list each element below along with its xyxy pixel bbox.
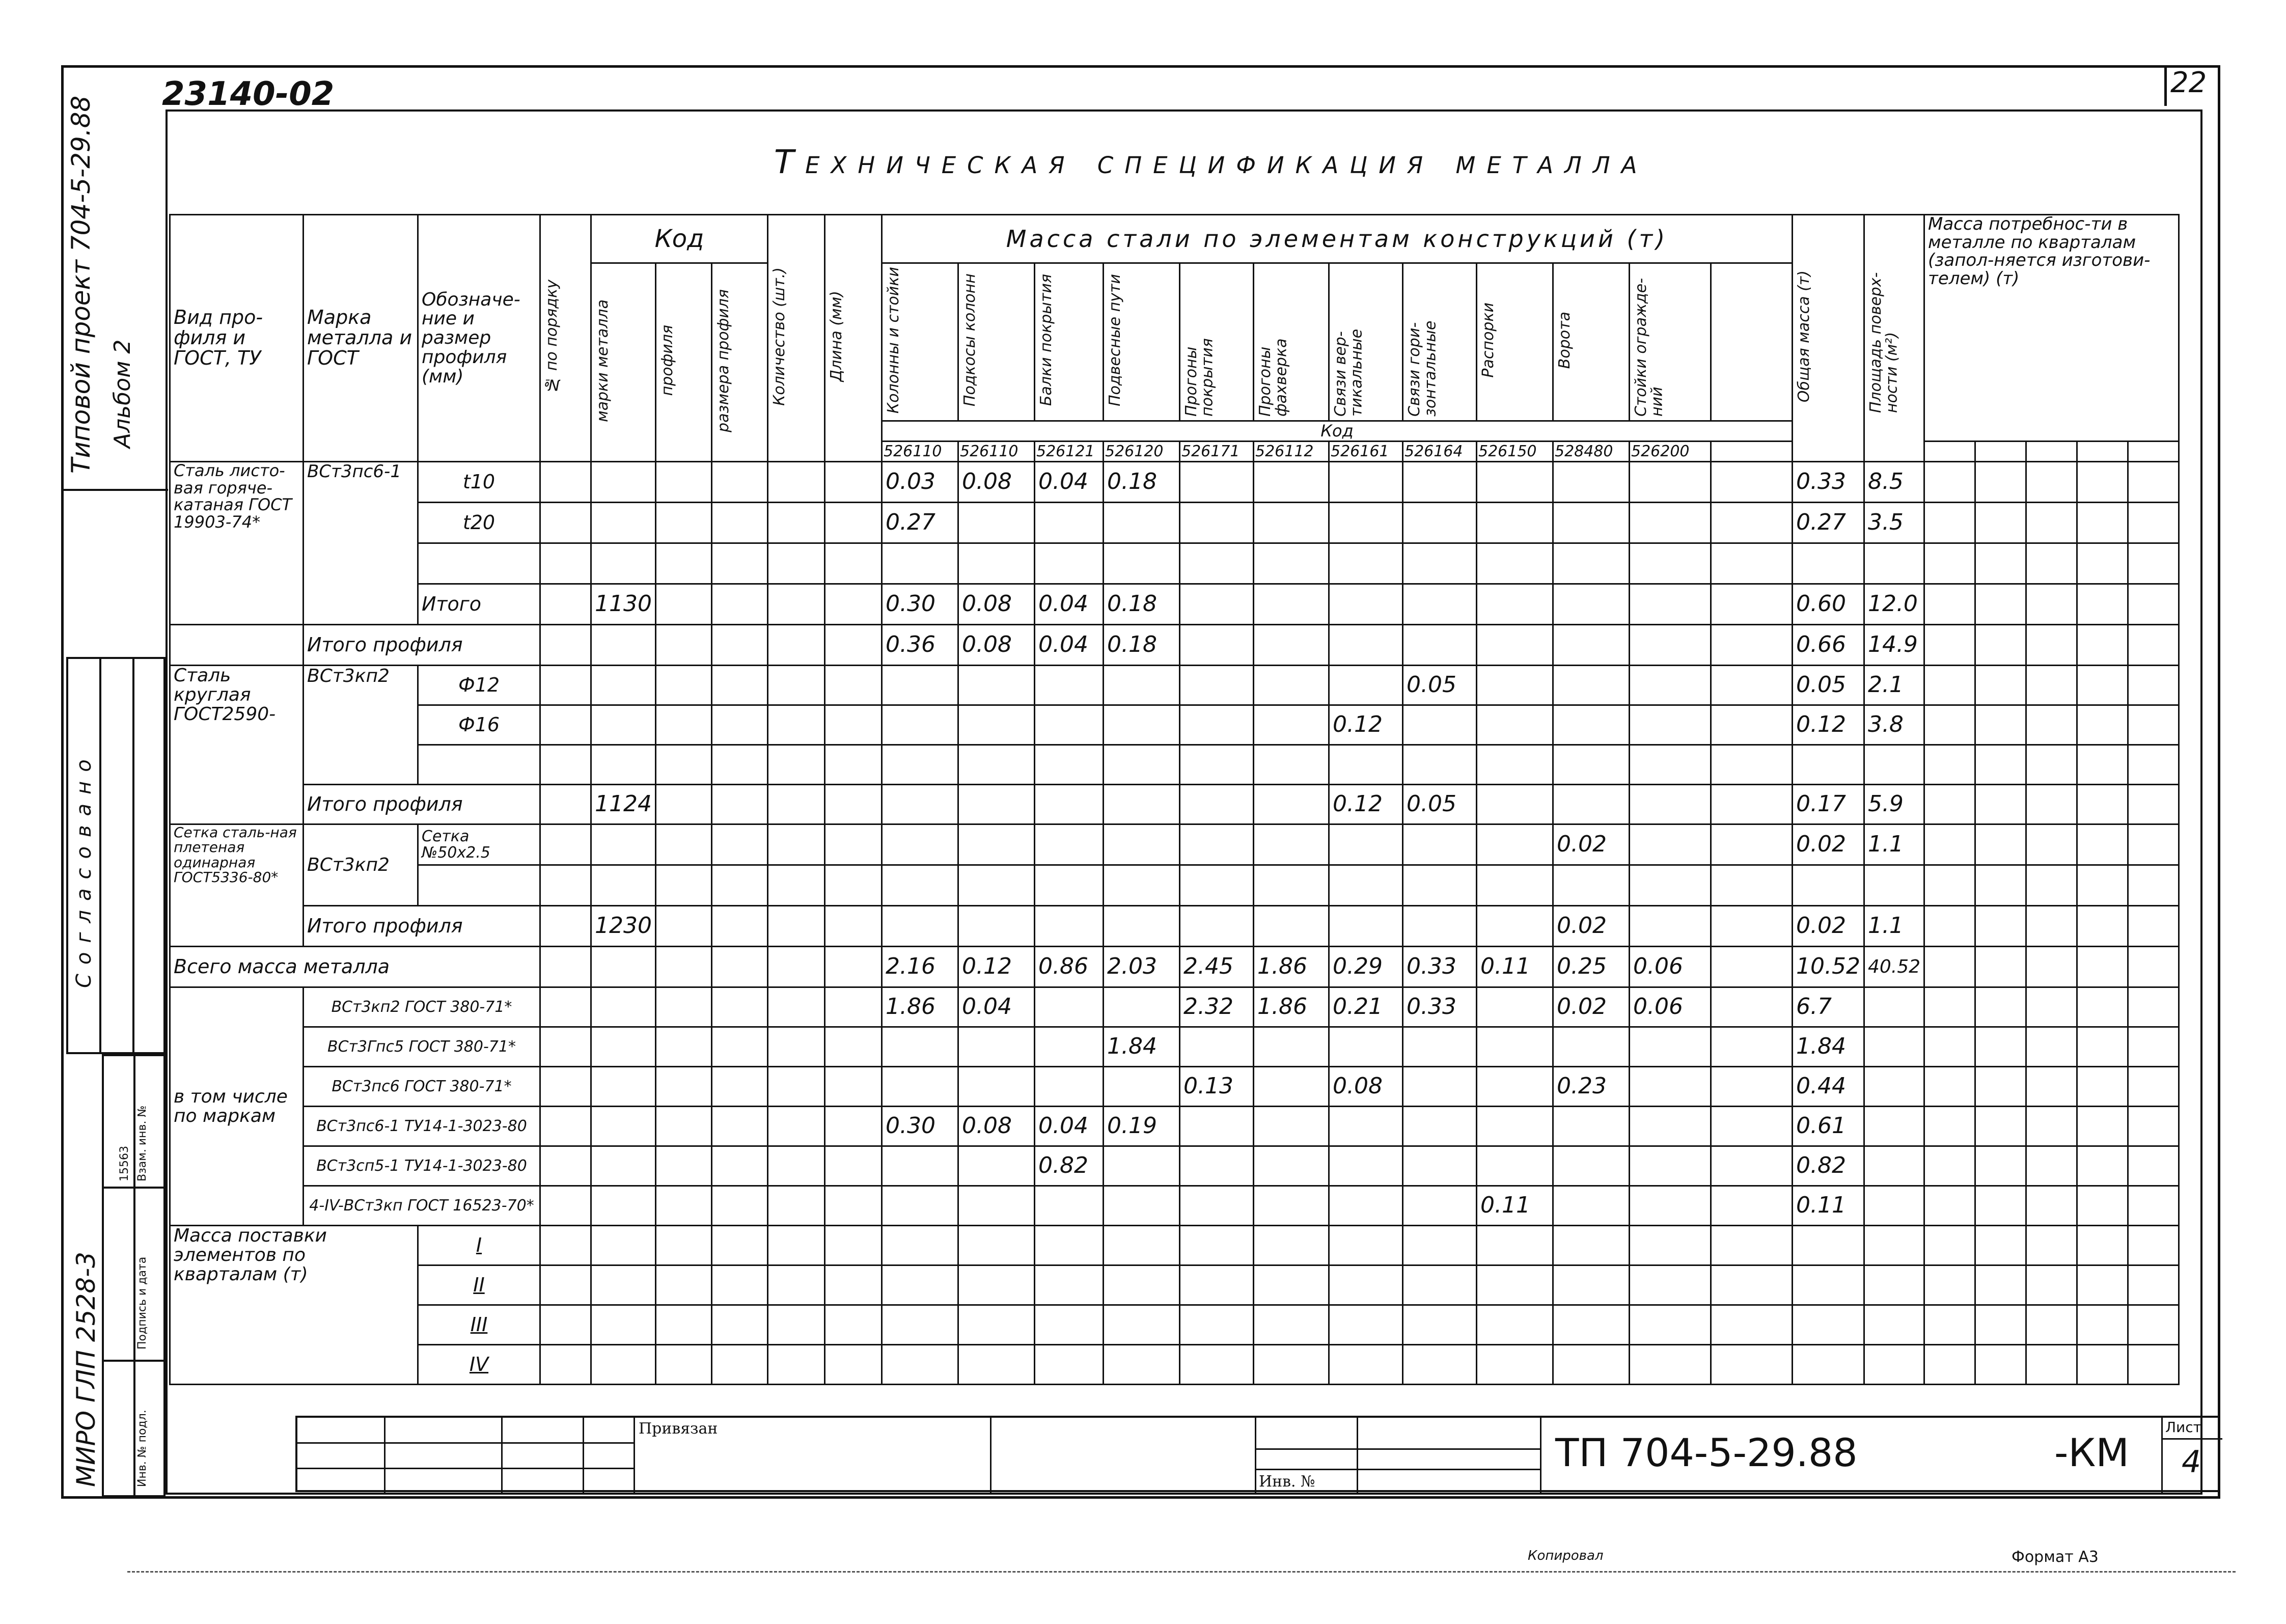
hdr-el-2: Балки покрытия (1034, 263, 1103, 421)
bottom-line (127, 1571, 2236, 1574)
m5-v9 (1553, 1146, 1629, 1186)
row-q1 (170, 1226, 2179, 1265)
round-itogo-sv: 0.12 (1329, 785, 1402, 824)
sheet-itogo-prof-area: 14.9 (1864, 625, 1924, 666)
row-t10 (170, 462, 2179, 503)
mesh-area: 1.1 (1864, 824, 1924, 865)
m6-v6 (1329, 1186, 1402, 1226)
sheet-itogo-prof-total: 0.66 (1792, 625, 1864, 666)
m3-v2 (1034, 1067, 1103, 1107)
m6-v1 (958, 1186, 1034, 1226)
sheet-itogo-kod: 1130 (591, 584, 656, 625)
m6-v2 (1034, 1186, 1103, 1226)
side-podpis: Подпись и дата (136, 1256, 149, 1350)
t10-v2: 0.04 (1034, 462, 1103, 503)
m4-v2: 0.04 (1034, 1107, 1103, 1146)
header-row-1 (170, 215, 2179, 263)
m5-v8 (1476, 1146, 1553, 1186)
m2-v1 (958, 1027, 1034, 1067)
m6-v7 (1402, 1186, 1476, 1226)
m3-v1 (958, 1067, 1034, 1107)
side-stamp-col (133, 1054, 135, 1497)
side-approved-col1 (99, 657, 101, 1054)
hdr-el-6: Связи вер-тикальные (1329, 263, 1402, 421)
page-number: 22 (2170, 66, 2207, 99)
m4-v0: 0.30 (882, 1107, 958, 1146)
t10-v0: 0.03 (882, 462, 958, 503)
row-mesh-itogo (170, 906, 2179, 947)
m1-v4: 2.32 (1179, 987, 1253, 1027)
side-bottom: МИРО ГЛП 2528-3 (71, 1252, 101, 1487)
group-mesh: Сетка сталь-ная плетеная одинарная ГОСТ5336-80* (170, 824, 304, 947)
hdr-kod2: Код (882, 421, 1792, 442)
format-label: Формат А3 (2012, 1548, 2099, 1566)
doc-number: 23140-02 (162, 75, 335, 113)
f16-area: 3.8 (1864, 705, 1924, 745)
row-m6 (170, 1186, 2179, 1226)
side-inv-podl: Инв. № подл. (136, 1410, 149, 1487)
mesh-oboz: Сетка №50x2.5 (418, 824, 540, 865)
row-f12 (170, 666, 2179, 705)
group-round-marka: ВСт3кп2 (304, 666, 418, 785)
row-round-empty (170, 745, 2179, 785)
code-2: 526121 (1034, 442, 1103, 462)
m1-v7: 0.33 (1402, 987, 1476, 1027)
side-vzam: Взам. инв. № (136, 1105, 149, 1181)
mesh-itogo-vorota: 0.02 (1553, 906, 1629, 947)
side-stamp-row2 (102, 1360, 166, 1362)
m2-v2 (1034, 1027, 1103, 1067)
hdr-potrebnost: Масса потребнос-ти в металле по кварталам (запол-няется изготови-телем) (т) (1924, 215, 2179, 442)
f16-sv: 0.12 (1329, 705, 1402, 745)
vsego-v9: 0.25 (1553, 947, 1629, 987)
code-4: 526171 (1179, 442, 1253, 462)
m6-v5 (1253, 1186, 1329, 1226)
hdr-el-1: Подкосы колонн (958, 263, 1034, 421)
m5-v4 (1179, 1146, 1253, 1186)
hdr-oboznachenie: Обозначе-ние и размер профиля (мм) (418, 215, 540, 462)
hdr-el-9: Ворота (1553, 263, 1629, 421)
m1-v6: 0.21 (1329, 987, 1402, 1027)
stamp-designation: ТП 704-5-29.88 (1555, 1430, 1858, 1475)
hdr-dlina: Длина (мм) (824, 215, 882, 462)
code-7: 526164 (1402, 442, 1476, 462)
t10-v1: 0.08 (958, 462, 1034, 503)
v-tom-label: в том числе по маркам (170, 987, 304, 1226)
m2-v10 (1629, 1027, 1711, 1067)
mesh-total: 0.02 (1792, 824, 1864, 865)
q2: II (418, 1265, 540, 1305)
f12-total: 0.05 (1792, 666, 1864, 705)
hdr-el-3: Подвесные пути (1103, 263, 1179, 421)
m4-v5 (1253, 1107, 1329, 1146)
hdr-el-5: Прогоны фахверка (1253, 263, 1329, 421)
m2-v6 (1329, 1027, 1402, 1067)
m5-v10 (1629, 1146, 1711, 1186)
code-8: 526150 (1476, 442, 1553, 462)
code-5: 526112 (1253, 442, 1329, 462)
hdr-kod: Код (591, 215, 768, 263)
m3-v9: 0.23 (1553, 1067, 1629, 1107)
m3-v4: 0.13 (1179, 1067, 1253, 1107)
m3-v3 (1103, 1067, 1179, 1107)
mesh-itogo-kod: 1230 (591, 906, 656, 947)
m5-v5 (1253, 1146, 1329, 1186)
f16-total: 0.12 (1792, 705, 1864, 745)
row-sheet-itogo (170, 584, 2179, 625)
t20-total: 0.27 (1792, 503, 1864, 543)
side-album: Альбом 2 (109, 339, 135, 448)
row-q3 (170, 1305, 2179, 1345)
q4: IV (418, 1345, 540, 1385)
group-round: Сталь круглая ГОСТ2590- (170, 666, 304, 824)
oboz-f12: Ф12 (418, 666, 540, 705)
hdr-razmera: размера профиля (711, 263, 767, 462)
kopiroval: Копировал (1528, 1548, 1604, 1563)
m3-v5 (1253, 1067, 1329, 1107)
hdr-el-10: Стойки огражде-ний (1629, 263, 1711, 421)
code-10: 526200 (1629, 442, 1711, 462)
m1-v3 (1103, 987, 1179, 1027)
m3-v8 (1476, 1067, 1553, 1107)
code-3: 526120 (1103, 442, 1179, 462)
stamp-suffix: -КМ (2054, 1430, 2129, 1475)
m4-v10 (1629, 1107, 1711, 1146)
m5-marka: ВСт3сп5-1 ТУ14-1-3023-80 (304, 1146, 540, 1186)
m6-total: 0.11 (1792, 1186, 1864, 1226)
m4-marka: ВСт3пс6-1 ТУ14-1-3023-80 (304, 1107, 540, 1146)
m6-v9 (1553, 1186, 1629, 1226)
mesh-itogo-total: 0.02 (1792, 906, 1864, 947)
mesh-itogo-area: 1.1 (1864, 906, 1924, 947)
m1-v5: 1.86 (1253, 987, 1329, 1027)
m3-v10 (1629, 1067, 1711, 1107)
hdr-ploshchad: Площадь поверх-ности (м²) (1864, 215, 1924, 462)
m4-v9 (1553, 1107, 1629, 1146)
m5-v2: 0.82 (1034, 1146, 1103, 1186)
m6-v10 (1629, 1186, 1711, 1226)
side-num: 15563 (118, 1146, 131, 1181)
sheet-itogo-area: 12.0 (1864, 584, 1924, 625)
row-sheet-itogo-prof (170, 625, 2179, 666)
vsego-v6: 0.29 (1329, 947, 1402, 987)
t10-area: 8.5 (1864, 462, 1924, 503)
row-t20 (170, 503, 2179, 543)
oboz-t10: t10 (418, 462, 540, 503)
t10-total: 0.33 (1792, 462, 1864, 503)
t10-v3: 0.18 (1103, 462, 1179, 503)
m2-v5 (1253, 1027, 1329, 1067)
stamp-list-label: Лист (2165, 1419, 2201, 1436)
stamp-privyazan: Привязан (639, 1420, 718, 1438)
m5-v7 (1402, 1146, 1476, 1186)
m1-v2 (1034, 987, 1103, 1027)
side-project: Типовой проект 704-5-29.88 (66, 95, 96, 474)
code-6: 526161 (1329, 442, 1402, 462)
m1-v0: 1.86 (882, 987, 958, 1027)
sheet-itogo-prof-v3: 0.18 (1103, 625, 1179, 666)
m4-v8 (1476, 1107, 1553, 1146)
group-sheet: Сталь листо-вая горяче-катаная ГОСТ 19903-74* (170, 462, 304, 625)
stamp-inv: Инв. № (1259, 1473, 1315, 1491)
m6-v3 (1103, 1186, 1179, 1226)
sheet-itogo-v0: 0.30 (882, 584, 958, 625)
hdr-vid-profilya: Вид про-филя и ГОСТ, ТУ (170, 215, 304, 462)
m5-total: 0.82 (1792, 1146, 1864, 1186)
oboz-t20: t20 (418, 503, 540, 543)
m3-total: 0.44 (1792, 1067, 1864, 1107)
q1: I (418, 1226, 540, 1265)
m3-v6: 0.08 (1329, 1067, 1402, 1107)
hdr-massa-stali: Масса стали по элементам конструкций (т) (882, 215, 1792, 263)
hdr-el-7: Связи гори-зонтальные (1402, 263, 1476, 421)
row-q4 (170, 1345, 2179, 1385)
m2-v3: 1.84 (1103, 1027, 1179, 1067)
code-9: 528480 (1553, 442, 1629, 462)
round-itogo-kod: 1124 (591, 785, 656, 824)
row-m2 (170, 1027, 2179, 1067)
m1-marka: ВСт3кп2 ГОСТ 380-71* (304, 987, 540, 1027)
title-block (295, 1416, 2220, 1492)
hdr-el-4: Прогоны покрытия (1179, 263, 1253, 421)
spec-table (169, 214, 2180, 1385)
row-mesh (170, 824, 2179, 865)
hdr-profilya: профиля (655, 263, 711, 462)
vsego-label: Всего масса металла (170, 947, 540, 987)
code-1: 526110 (958, 442, 1034, 462)
vsego-v0: 2.16 (882, 947, 958, 987)
group-mesh-marka: ВСт3кп2 (304, 824, 418, 906)
hdr-kolichestvo: Количество (шт.) (767, 215, 824, 462)
row-m3 (170, 1067, 2179, 1107)
hdr-obshchaya-massa: Общая масса (т) (1792, 215, 1864, 462)
m6-v0 (882, 1186, 958, 1226)
row-q2 (170, 1265, 2179, 1305)
m2-v9 (1553, 1027, 1629, 1067)
q3: III (418, 1305, 540, 1345)
hdr-marki-metalla: марки металла (591, 263, 656, 462)
vsego-total: 10.52 (1792, 947, 1864, 987)
m4-v4 (1179, 1107, 1253, 1146)
row-vsego (170, 947, 2179, 987)
m1-v10: 0.06 (1629, 987, 1711, 1027)
sheet-itogo-prof-label: Итого профиля (304, 625, 540, 666)
code-0: 526110 (882, 442, 958, 462)
m2-marka: ВСт3Гпс5 ГОСТ 380-71* (304, 1027, 540, 1067)
round-itogo-label: Итого профиля (304, 785, 540, 824)
side-stamp-row1 (102, 1187, 166, 1189)
m2-v8 (1476, 1027, 1553, 1067)
m1-total: 6.7 (1792, 987, 1864, 1027)
vsego-v5: 1.86 (1253, 947, 1329, 987)
m1-v1: 0.04 (958, 987, 1034, 1027)
document-title: Техническая спецификация металла (774, 144, 1648, 181)
vsego-v4: 2.45 (1179, 947, 1253, 987)
vsego-v10: 0.06 (1629, 947, 1711, 987)
side-divider (61, 489, 168, 491)
row-sheet-empty (170, 543, 2179, 584)
m1-v8 (1476, 987, 1553, 1027)
m2-total: 1.84 (1792, 1027, 1864, 1067)
mesh-vorota: 0.02 (1553, 824, 1629, 865)
m3-marka: ВСт3пс6 ГОСТ 380-71* (304, 1067, 540, 1107)
f12-sg: 0.05 (1402, 666, 1476, 705)
sheet-itogo-v2: 0.04 (1034, 584, 1103, 625)
sheet-itogo-v3: 0.18 (1103, 584, 1179, 625)
row-m4 (170, 1107, 2179, 1146)
m1-v9: 0.02 (1553, 987, 1629, 1027)
stamp-list-num: 4 (2182, 1444, 2201, 1480)
m5-v1 (958, 1146, 1034, 1186)
m5-v0 (882, 1146, 958, 1186)
m6-v4 (1179, 1186, 1253, 1226)
vsego-v7: 0.33 (1402, 947, 1476, 987)
round-itogo-area: 5.9 (1864, 785, 1924, 824)
row-mesh-empty (170, 865, 2179, 906)
hdr-el-8: Распорки (1476, 263, 1553, 421)
sheet-itogo-v1: 0.08 (958, 584, 1034, 625)
t20-area: 3.5 (1864, 503, 1924, 543)
m3-v0 (882, 1067, 958, 1107)
m5-v6 (1329, 1146, 1402, 1186)
m5-v3 (1103, 1146, 1179, 1186)
hdr-marka: Марка металла и ГОСТ (304, 215, 418, 462)
sheet-itogo-label: Итого (418, 584, 540, 625)
m2-v4 (1179, 1027, 1253, 1067)
m4-v6 (1329, 1107, 1402, 1146)
oboz-f16: Ф16 (418, 705, 540, 745)
row-f16 (170, 705, 2179, 745)
sheet-itogo-total: 0.60 (1792, 584, 1864, 625)
m2-v0 (882, 1027, 958, 1067)
round-itogo-sg: 0.05 (1402, 785, 1476, 824)
m4-v3: 0.19 (1103, 1107, 1179, 1146)
hdr-el-0: Колонны и стойки (882, 263, 958, 421)
vsego-v1: 0.12 (958, 947, 1034, 987)
sheet-itogo-prof-v0: 0.36 (882, 625, 958, 666)
mesh-itogo-label: Итого профиля (304, 906, 540, 947)
side-approved-col2 (132, 657, 134, 1054)
hdr-el-empty (1711, 263, 1792, 421)
m4-v1: 0.08 (958, 1107, 1034, 1146)
hdr-nomer: № по порядку (540, 215, 591, 462)
f12-area: 2.1 (1864, 666, 1924, 705)
vsego-v8: 0.11 (1476, 947, 1553, 987)
side-approved: Согласовано (72, 750, 96, 988)
sheet-itogo-prof-v2: 0.04 (1034, 625, 1103, 666)
sheet-itogo-prof-v1: 0.08 (958, 625, 1034, 666)
vsego-v3: 2.03 (1103, 947, 1179, 987)
row-round-itogo (170, 785, 2179, 824)
m3-v7 (1402, 1067, 1476, 1107)
round-itogo-total: 0.17 (1792, 785, 1864, 824)
row-m1 (170, 987, 2179, 1027)
group-sheet-marka: ВСт3пс6-1 (304, 462, 418, 625)
massa-postavki-label: Масса поставки элементов по кварталам (т) (170, 1226, 418, 1385)
t20-v0: 0.27 (882, 503, 958, 543)
m2-v7 (1402, 1027, 1476, 1067)
m4-total: 0.61 (1792, 1107, 1864, 1146)
vsego-v2: 0.86 (1034, 947, 1103, 987)
m6-v8: 0.11 (1476, 1186, 1553, 1226)
m6-marka: 4-IV-ВСт3кп ГОСТ 16523-70* (304, 1186, 540, 1226)
row-m5 (170, 1146, 2179, 1186)
m4-v7 (1402, 1107, 1476, 1146)
vsego-area: 40.52 (1864, 947, 1924, 987)
